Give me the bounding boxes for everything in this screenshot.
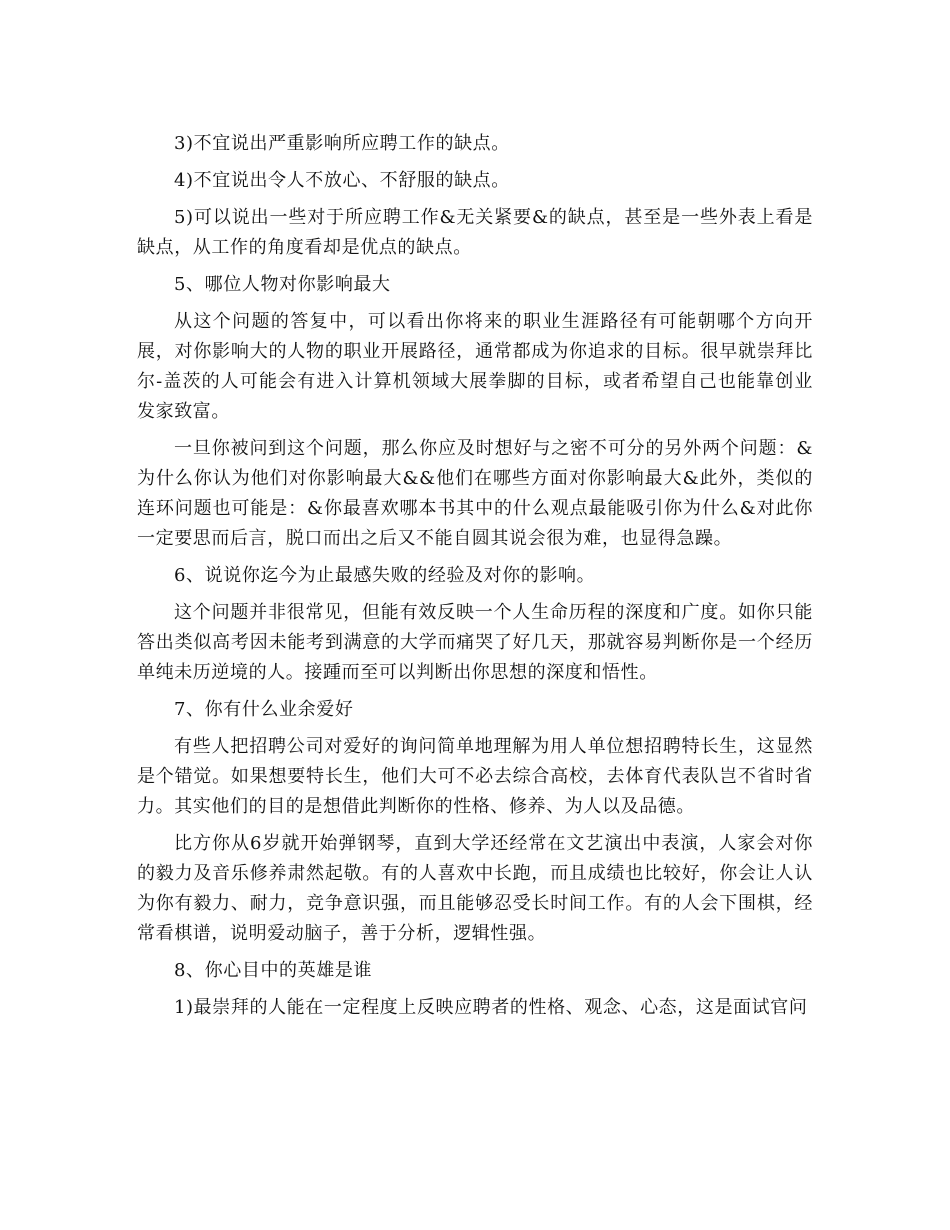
list-item-point-4: 4)不宜说出令人不放心、不舒服的缺点。 [174,170,510,191]
body-paragraph: 从这个问题的答复中，可以看出你将来的职业生涯路径有可能朝哪个方向开展，对你影响大的人物的职业开展路径，通常都成为你追求的目标。很早就崇拜比尔-盖茨的人可能会有进入计算机领域大展拳脚的目标，或者希望自己也能靠创业发家致富。 [137,311,813,422]
list-item-point-5: 5)可以说出一些对于所应聘工作&无关紧要&的缺点，甚至是一些外表上看是缺点，从工作的角度看却是优点的缺点。 [137,207,813,258]
body-paragraph: 一旦你被问到这个问题，那么你应及时想好与之密不可分的另外两个问题：&为什么你认为他们对你影响最大&&他们在哪些方面对你影响最大&此外，类似的连环问题也可能是：&你最喜欢哪本书其中的什么观点最能吸引你为什么&对此你一定要思而后言，脱口而出之后又不能自圆其说会很为难，也显得急躁。 [137,438,813,549]
section-heading-6: 6、说说你迄今为止最感失败的经验及对你的影响。 [174,565,596,586]
list-item-point-1: 1)最崇拜的人能在一定程度上反映应聘者的性格、观念、心态，这是面试官问 [174,997,808,1018]
section-heading-7: 7、你有什么业余爱好 [174,699,354,720]
section-heading-5: 5、哪位人物对你影响最大 [174,274,391,295]
body-paragraph: 有些人把招聘公司对爱好的询问简单地理解为用人单位想招聘特长生，这显然是个错觉。如果想要特长生，他们大可不必去综合高校，去体育代表队岂不省时省力。其实他们的目的是想借此判断你的性格、修养、为人以及品德。 [137,736,813,817]
document-body [137,129,813,1030]
list-item-point-3: 3)不宜说出严重影响所应聘工作的缺点。 [174,133,510,154]
section-heading-8: 8、你心目中的英雄是谁 [174,960,373,981]
body-paragraph: 比方你从6岁就开始弹钢琴，直到大学还经常在文艺演出中表演，人家会对你的毅力及音乐修养肃然起敬。有的人喜欢中长跑，而且成绩也比较好，你会让人认为你有毅力、耐力，竞争意识强，而且能够忍受长时间工作。有的人会下围棋，经常看棋谱，说明爱动脑子，善于分析，逻辑性强。 [137,833,813,944]
body-paragraph: 这个问题并非很常见，但能有效反映一个人生命历程的深度和广度。如你只能答出类似高考因未能考到满意的大学而痛哭了好几天，那就容易判断你是一个经历单纯未历逆境的人。接踵而至可以判断出你思想的深度和悟性。 [137,602,813,683]
